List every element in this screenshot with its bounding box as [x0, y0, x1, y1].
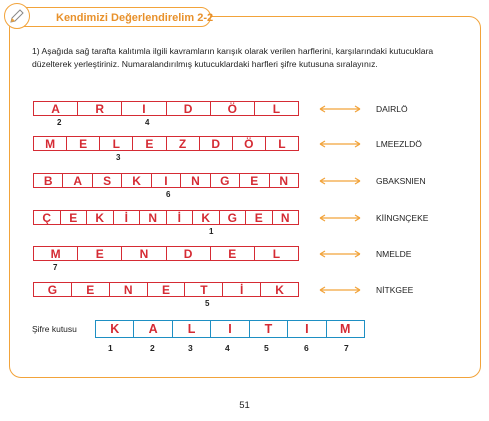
letter-box[interactable]: E: [246, 211, 273, 224]
letter-box[interactable]: L: [272, 101, 281, 116]
cipher-number: 6: [304, 343, 309, 353]
box-number: 2: [57, 118, 62, 127]
answer-row-5[interactable]: [33, 246, 299, 261]
title-tab: [15, 7, 214, 27]
answer-row-4[interactable]: [33, 210, 299, 225]
letter-box[interactable]: Z: [167, 137, 200, 150]
box-number: 1: [209, 227, 214, 236]
double-arrow-icon: [318, 286, 362, 294]
letter-box[interactable]: İ: [167, 211, 194, 224]
letter-box[interactable]: R: [78, 102, 122, 115]
box-number: 7: [53, 263, 58, 272]
letter-box[interactable]: K: [275, 282, 284, 297]
double-arrow-icon: [318, 140, 362, 148]
double-arrow-icon: [318, 214, 362, 222]
letter-box[interactable]: E: [72, 283, 110, 296]
letter-box[interactable]: Ö: [233, 137, 266, 150]
box-number: 3: [116, 153, 121, 162]
scrambled-word: GBAKSNIEN: [376, 176, 426, 186]
letter-box[interactable]: E: [67, 137, 100, 150]
cipher-number: 3: [188, 343, 193, 353]
pencil-icon: [4, 3, 30, 29]
double-arrow-icon: [318, 177, 362, 185]
cipher-number: 4: [225, 343, 230, 353]
section-title: Kendimizi Değerlendirelim 2-2: [56, 12, 214, 24]
cipher-label: Şifre kutusu: [32, 324, 77, 334]
box-number: 5: [205, 299, 210, 308]
letter-box[interactable]: D: [200, 137, 233, 150]
letter-box[interactable]: N: [110, 283, 148, 296]
letter-box[interactable]: B: [34, 174, 63, 187]
cipher-number: 7: [344, 343, 349, 353]
letter-box[interactable]: G: [211, 174, 240, 187]
cipher-letter-box[interactable]: A: [134, 321, 172, 337]
answer-row-1[interactable]: [33, 101, 299, 116]
letter-box[interactable]: A: [63, 174, 92, 187]
letter-box[interactable]: G: [34, 283, 72, 296]
letter-box[interactable]: L: [100, 137, 133, 150]
answer-row-3[interactable]: [33, 173, 299, 188]
double-arrow-icon: [318, 105, 362, 113]
letter-box[interactable]: I: [122, 102, 166, 115]
letter-box[interactable]: N: [122, 247, 166, 260]
letter-box[interactable]: M: [34, 137, 67, 150]
scrambled-word: LMEEZLDÖ: [376, 139, 422, 149]
scrambled-word: NMELDE: [376, 249, 412, 259]
cipher-letter-box[interactable]: I: [211, 321, 249, 337]
letter-box[interactable]: I: [152, 174, 181, 187]
letter-box[interactable]: M: [34, 247, 78, 260]
cipher-number: 5: [264, 343, 269, 353]
scrambled-word: NİTKGEE: [376, 285, 414, 295]
box-number: 6: [166, 190, 171, 199]
letter-box[interactable]: S: [93, 174, 122, 187]
letter-box[interactable]: A: [34, 102, 78, 115]
letter-box[interactable]: N: [140, 211, 167, 224]
cipher-letter-box[interactable]: K: [96, 321, 134, 337]
page-number: 51: [239, 400, 250, 411]
cipher-letter-box[interactable]: M: [340, 322, 351, 336]
answer-row-2[interactable]: [33, 136, 299, 151]
letter-box[interactable]: T: [185, 283, 223, 296]
cipher-letter-box[interactable]: I: [288, 321, 326, 337]
letter-box[interactable]: K: [122, 174, 151, 187]
letter-box[interactable]: N: [181, 174, 210, 187]
letter-box[interactable]: N: [279, 173, 289, 188]
letter-box[interactable]: L: [278, 136, 286, 151]
cipher-letter-box[interactable]: L: [173, 321, 211, 337]
cipher-number: 1: [108, 343, 113, 353]
letter-box[interactable]: E: [240, 174, 269, 187]
letter-box[interactable]: K: [87, 211, 114, 224]
letter-box[interactable]: İ: [223, 283, 261, 296]
scrambled-word: DAIRLÖ: [376, 104, 408, 114]
letter-box[interactable]: G: [220, 211, 247, 224]
letter-box[interactable]: D: [167, 102, 211, 115]
scrambled-word: KİİNGNÇEKE: [376, 213, 429, 223]
letter-box[interactable]: E: [78, 247, 122, 260]
letter-box[interactable]: E: [211, 247, 255, 260]
letter-box[interactable]: E: [133, 137, 166, 150]
cipher-number: 2: [150, 343, 155, 353]
box-number: 4: [145, 118, 150, 127]
double-arrow-icon: [318, 250, 362, 258]
letter-box[interactable]: N: [280, 210, 290, 225]
answer-row-6[interactable]: [33, 282, 299, 297]
cipher-letter-box[interactable]: T: [250, 321, 288, 337]
letter-box[interactable]: D: [167, 247, 211, 260]
letter-box[interactable]: L: [272, 246, 281, 261]
instructions-text: 1) Aşağıda sağ tarafta kalıtımla ilgili kavramların karışık olarak verilen harflerini, karşılarındaki kutucuklara düzelterek yerleştiriniz. Numaralandırılmış kutucuklardaki harfleri şifre kutusuna sıralayınız.: [32, 46, 434, 69]
letter-box[interactable]: E: [148, 283, 186, 296]
letter-box[interactable]: Ç: [34, 211, 61, 224]
letter-box[interactable]: Ö: [211, 102, 255, 115]
letter-box[interactable]: İ: [114, 211, 141, 224]
letter-box[interactable]: E: [61, 211, 88, 224]
letter-box[interactable]: K: [193, 211, 220, 224]
cipher-box[interactable]: [95, 320, 365, 338]
